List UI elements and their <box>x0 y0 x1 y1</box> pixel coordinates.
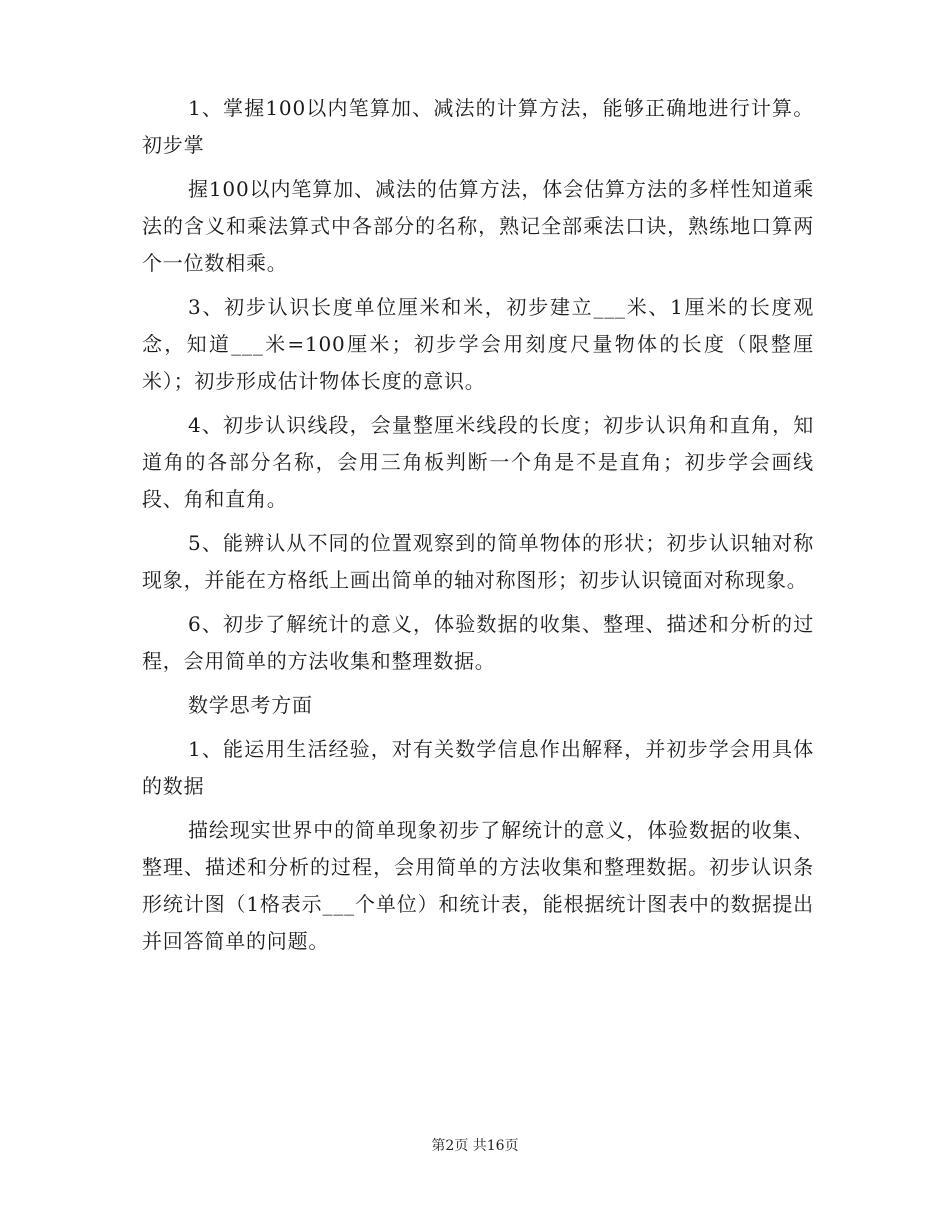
paragraph-7: 1、能运用生活经验，对有关数学信息作出解释，并初步学会用具体的数据 <box>142 737 814 798</box>
paragraph-4: 4、初步认识线段，会量整厘米线段的长度；初步认识角和直角，知道角的各部分名称，会用三角板判断一个角是不是直角；初步学会画线段、角和直角。 <box>142 413 814 511</box>
page-number: 第2页 共16页 <box>431 1138 519 1154</box>
paragraph-5: 5、能辨认从不同的位置观察到的简单物体的形状；初步认识轴对称现象，并能在方格纸上画出简单的轴对称图形；初步认识镜面对称现象。 <box>142 531 814 592</box>
paragraph-6: 6、初步了解统计的意义，体验数据的收集、整理、描述和分析的过程，会用简单的方法收集和整理数据。 <box>142 612 814 673</box>
document-body <box>142 90 814 967</box>
section-heading: 数学思考方面 <box>188 693 313 717</box>
paragraph-3: 3、初步认识长度单位厘米和米，初步建立___米、1厘米的长度观念，知道___米=100厘米；初步学会用刻度尺量物体的长度（限整厘米）；初步形成估计物体长度的意识。 <box>142 295 814 393</box>
paragraph-2: 握100以内笔算加、减法的估算方法，体会估算方法的多样性知道乘法的含义和乘法算式中各部分的名称，熟记全部乘法口诀，熟练地口算两个一位数相乘。 <box>142 177 814 275</box>
paragraph-8: 描绘现实世界中的简单现象初步了解统计的意义，体验数据的收集、整理、描述和分析的过程，会用简单的方法收集和整理数据。初步认识条形统计图（1格表示___个单位）和统计表，能根据统计图表中的数据提出并回答简单的问题。 <box>142 818 814 953</box>
paragraph-1: 1、掌握100以内笔算加、减法的计算方法，能够正确地进行计算。初步掌 <box>142 96 814 157</box>
